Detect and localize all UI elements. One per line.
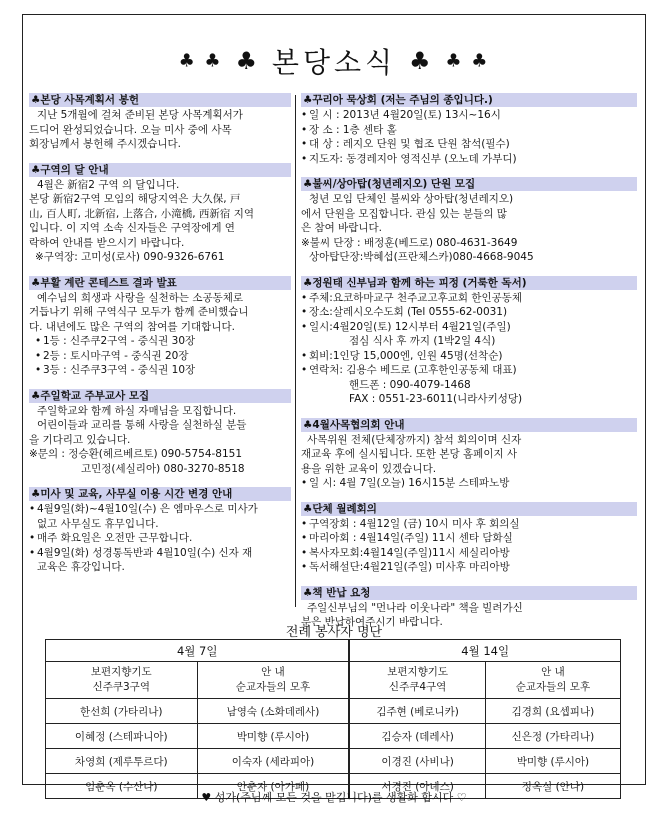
club-icon-right-big: ♣ bbox=[409, 47, 433, 75]
table-cell: 임춘옥 (수산나) bbox=[46, 774, 198, 799]
section-title: ♣불씨/상아탑(청년레지오) 단원 모집 bbox=[301, 177, 637, 191]
section-title: ♣부활 계란 콘테스트 결과 발표 bbox=[29, 276, 291, 290]
section-youth-legio bbox=[301, 177, 637, 265]
fax-line: FAX : 0551-23-6011(니라사키성당) bbox=[349, 393, 523, 405]
column-divider bbox=[295, 95, 296, 607]
bulletin-page bbox=[22, 14, 646, 793]
table-cell: 김승자 (데레사) bbox=[349, 724, 485, 749]
contact-line: ※구역장: 고미성(로사) 090-9326-6761 bbox=[35, 251, 225, 263]
text-line: 드디어 완성되었습니다. 오늘 미사 중에 사목 bbox=[29, 123, 232, 136]
table-cell: 이경진 (사비나) bbox=[349, 749, 485, 774]
section-pastoral-council bbox=[301, 418, 637, 491]
role-name: 안 내 bbox=[261, 666, 285, 678]
role-name: 보편지향기도 bbox=[387, 666, 449, 678]
section-title: ♣4월사목협의회 안내 bbox=[301, 418, 637, 432]
section-title: ♣단체 월례회의 bbox=[301, 502, 637, 516]
text-line: 재교육 후에 실시됩니다. 또한 본당 홈페이지 사 bbox=[301, 448, 518, 460]
date-header: 4월 14일 bbox=[349, 640, 620, 662]
text-line: 없고 사무실도 휴무입니다. bbox=[37, 517, 159, 530]
list-item: • 장소:살레시오수도회 (Tel 0555-62-0031) bbox=[301, 305, 637, 320]
list-item: • 구역장회 : 4월12일 (금) 10시 미사 후 회의실 bbox=[301, 517, 637, 532]
list-item bbox=[29, 546, 291, 575]
role-name: 안 내 bbox=[541, 666, 565, 678]
list-item: • 회비:1인당 15,000엔, 인원 45명(선착순) bbox=[301, 349, 637, 364]
text-line: 본당 新宿2구역 모임의 해당지역은 大久保, 戸 bbox=[29, 193, 241, 205]
text-line: 을 기다리고 있습니다. bbox=[29, 433, 131, 446]
contact-line: ※문의 : 정승환(헤르베르토) 090-5754-8151 bbox=[29, 448, 243, 460]
list-item: • 2등 : 토시마구역 - 중식권 20장 bbox=[35, 349, 291, 364]
section-title: ♣주일학교 주부교사 모집 bbox=[29, 389, 291, 403]
right-column bbox=[301, 93, 637, 641]
list-item: • 독서해설단:4월21일(주일) 미사후 마리아방 bbox=[301, 560, 637, 575]
table-row bbox=[46, 699, 621, 724]
table-cell: 이숙자 (세라피아) bbox=[197, 749, 349, 774]
section-sunday-school bbox=[29, 389, 291, 477]
role-group: 신주쿠4구역 bbox=[388, 681, 447, 693]
contact-line: 고민정(세실리아) 080-3270-8518 bbox=[81, 462, 245, 475]
section-title: ♣구역의 달 안내 bbox=[29, 163, 291, 177]
table-row bbox=[46, 724, 621, 749]
contact-line: 상아탑단장:박혜섭(프란체스카)080-4668-9045 bbox=[309, 251, 534, 263]
text-line: 청년 모임 단체인 불씨와 상아탑(청년레지오) bbox=[309, 193, 514, 205]
list-item: • 대 상 : 레지오 단원 및 협조 단원 참석(필수) bbox=[301, 137, 637, 152]
list-item: • 일 시: 4월 7일(오늘) 16시15분 스테파노방 bbox=[301, 476, 637, 491]
clubs-icon-right: ♣ ♣ bbox=[445, 50, 490, 72]
section-monthly-meetings bbox=[301, 502, 637, 575]
role-name: 보편지향기도 bbox=[90, 666, 152, 678]
list-item: • 일시:4월20일(토) 12시부터 4월21일(주일) bbox=[301, 320, 637, 335]
text-line: • 4월9일(화) 성경통독반과 4월10일(수) 신자 재 bbox=[37, 546, 253, 559]
table-cell: 안춘자 (아가페) bbox=[197, 774, 349, 799]
section-title: ♣정원태 신부님과 함께 하는 피정 (거룩한 독서) bbox=[301, 276, 637, 290]
table-cell: 차영희 (제루투르다) bbox=[46, 749, 198, 774]
text-line: • 4월9일(화)~4월10일(수) 은 엠마우스로 미사가 bbox=[37, 503, 258, 515]
list-item: • 마리아회 : 4월14일(주일) 11시 센타 담화실 bbox=[301, 531, 637, 546]
table-cell: 김주현 (베로니카) bbox=[349, 699, 485, 724]
text-line: 회장님께서 봉헌해 주시겠습니다. bbox=[29, 138, 182, 150]
list-item: • 1등 : 신주쿠2구역 - 중식권 30장 bbox=[35, 334, 291, 349]
text-line: 4월은 新宿2 구역 의 달입니다. bbox=[37, 178, 180, 191]
text-line: 주일학교와 함께 하실 자매님을 모집합니다. bbox=[37, 404, 237, 417]
footer-motto: ♥ 성가(주님께 모든 것을 맡깁니다)를 생활화 합시다 ♡ bbox=[201, 791, 467, 804]
left-column bbox=[29, 93, 291, 586]
section-title: ♣미사 및 교육, 사무실 이용 시간 변경 안내 bbox=[29, 487, 291, 501]
role-group: 신주쿠3구역 bbox=[92, 681, 150, 693]
text-line: 예수님의 희생과 사랑을 실천하는 소공동체로 bbox=[37, 291, 244, 304]
section-title: ♣책 반납 요청 bbox=[301, 586, 637, 600]
table-cell: 신은정 (가타리나) bbox=[485, 724, 620, 749]
table-cell: 이혜정 (스테파니아) bbox=[46, 724, 198, 749]
table-cell: 서경진 (아녜스) bbox=[349, 774, 485, 799]
text-line: 다. 내년에도 많은 구역의 참여를 기대합니다. bbox=[29, 320, 235, 333]
list-item: • 연락처: 김용수 베드로 (고후한인공동체 대표) bbox=[301, 363, 637, 378]
section-retreat-lectio bbox=[301, 276, 637, 407]
text-line: 락하여 안내를 받으시기 바랍니다. bbox=[29, 236, 185, 249]
text-line: 에서 단원을 모집합니다. 관심 있는 분들의 많 bbox=[301, 207, 507, 220]
text-line: 어린이들과 교리를 통해 사랑을 실천하실 분들 bbox=[37, 419, 247, 431]
page-title bbox=[23, 41, 645, 81]
table-row bbox=[46, 749, 621, 774]
table-cell: 박미향 (루시아) bbox=[197, 724, 349, 749]
list-item: • 3등 : 신주쿠3구역 - 중식권 10장 bbox=[35, 363, 291, 378]
schedule-title: 전례 봉사자 명단 bbox=[285, 625, 383, 640]
table-row bbox=[46, 640, 621, 662]
section-easter-egg-contest bbox=[29, 276, 291, 378]
text-line: 용을 위한 교육이 있겠습니다. bbox=[301, 462, 437, 475]
club-icon-left-big: ♣ bbox=[235, 47, 259, 75]
role-header bbox=[485, 662, 620, 699]
section-schedule-change bbox=[29, 487, 291, 575]
role-group: 순교자들의 모후 bbox=[515, 681, 591, 693]
section-title: ♣본당 사목계획서 봉헌 bbox=[29, 93, 291, 107]
list-item bbox=[29, 502, 291, 531]
text-line: 은 참여 바랍니다. bbox=[301, 222, 383, 234]
bulletin-header bbox=[23, 15, 645, 91]
contact-line: ※불씨 단장 : 배정훈(베드로) 080-4631-3649 bbox=[301, 236, 518, 249]
text-line: 주일신부님의 "먼나라 이웃나라" 책을 빌려가신 bbox=[307, 601, 523, 614]
table-cell: 김경희 (요셉피나) bbox=[485, 699, 620, 724]
text-line: 점심 식사 후 까지 (1박2일 4식) bbox=[349, 335, 496, 347]
list-item: • 지도자: 동경레지아 영적신부 (오노데 가부디) bbox=[301, 152, 637, 167]
text-line: 사목위원 전체(단체장까지) 참석 회의이며 신자 bbox=[307, 433, 522, 446]
liturgy-schedule-table bbox=[45, 639, 621, 799]
section-title: ♣꾸리아 묵상회 (저는 주님의 종입니다.) bbox=[301, 93, 637, 107]
role-header bbox=[46, 662, 198, 699]
list-item: • 일 시 : 2013년 4월20일(토) 13시~16시 bbox=[301, 108, 637, 123]
section-curia-retreat bbox=[301, 93, 637, 166]
text-line: 지난 5개월에 걸쳐 준비된 본당 사목계획서가 bbox=[37, 109, 243, 121]
text-line: 거듭나기 위해 구역식구 모두가 함께 준비했습니 bbox=[29, 306, 249, 318]
date-header: 4월 7일 bbox=[46, 640, 350, 662]
text-line: 교육은 휴강입니다. bbox=[37, 561, 125, 573]
role-group: 순교자들의 모후 bbox=[235, 681, 311, 693]
text-line: 분은 반납하여주시기 바랍니다. bbox=[301, 616, 443, 628]
table-cell: 한선희 (가타리나) bbox=[46, 699, 198, 724]
table-cell: 정옥실 (안나) bbox=[485, 774, 620, 799]
title-text: 본당소식 bbox=[271, 46, 397, 79]
table-cell: 박미향 (루시아) bbox=[485, 749, 620, 774]
table-row bbox=[46, 662, 621, 699]
table-cell: 남영숙 (소화데레사) bbox=[197, 699, 349, 724]
phone-line: 핸드폰 : 090-4079-1468 bbox=[349, 378, 471, 391]
list-item: • 주체:요코하마교구 천주교고후교회 한인공동체 bbox=[301, 291, 637, 306]
section-pastoral-plan bbox=[29, 93, 291, 152]
role-header bbox=[349, 662, 485, 699]
list-item: • 매주 화요일은 오전만 근무합니다. bbox=[29, 531, 291, 546]
section-district-month bbox=[29, 163, 291, 265]
role-header bbox=[197, 662, 349, 699]
text-line: 입니다. 이 지역 소속 신자들은 구역장에게 연 bbox=[29, 222, 235, 234]
list-item: • 복사자모회:4월14일(주일)11시 세실리아방 bbox=[301, 546, 637, 561]
text-line: 山, 百人町, 北新宿, 上落合, 小滝橋, 西新宿 지역 bbox=[29, 207, 254, 220]
list-item: • 장 소 : 1층 센타 홀 bbox=[301, 123, 637, 138]
clubs-icon-left: ♣ ♣ bbox=[178, 50, 223, 72]
